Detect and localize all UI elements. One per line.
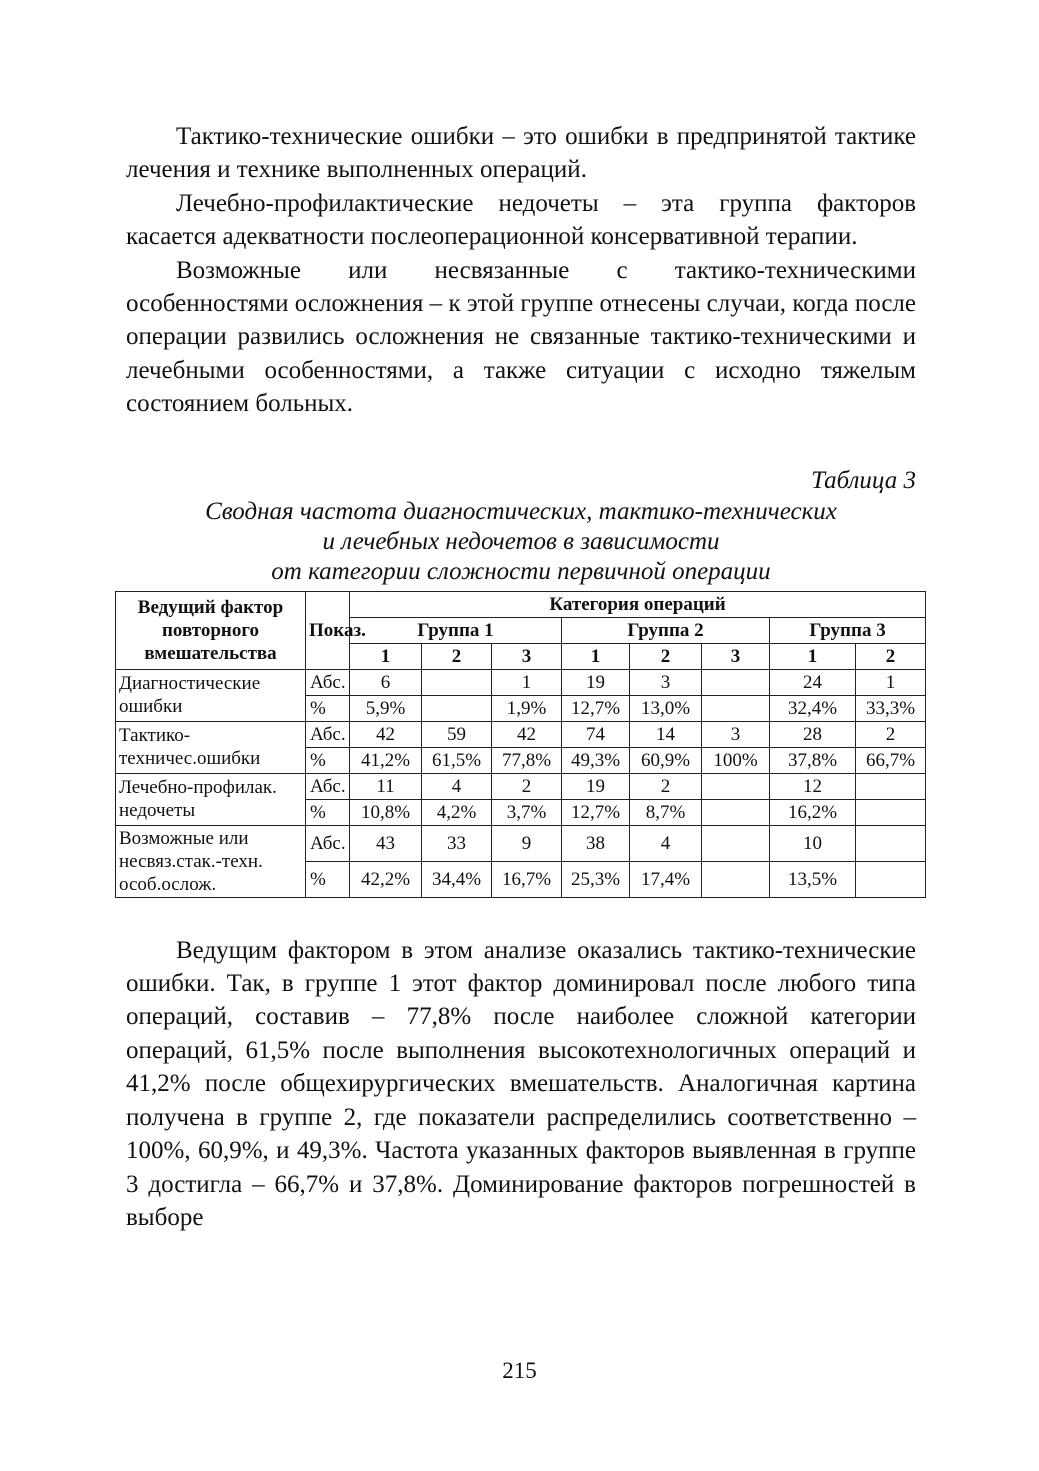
row-abs-label: Абс. bbox=[306, 669, 350, 695]
cell-pct bbox=[702, 695, 770, 721]
cell-pct: 25,3% bbox=[562, 861, 630, 897]
page-content bbox=[119, 120, 916, 1234]
cell-pct: 61,5% bbox=[422, 747, 492, 773]
cell-pct: 77,8% bbox=[492, 747, 562, 773]
header-subcol: 3 bbox=[492, 643, 562, 669]
cell-pct: 16,7% bbox=[492, 861, 562, 897]
cell-pct: 4,2% bbox=[422, 799, 492, 825]
cell-pct: 32,4% bbox=[770, 695, 856, 721]
row-abs-label: Абс. bbox=[306, 721, 350, 747]
cell-pct: 41,2% bbox=[350, 747, 422, 773]
table-caption-line-2: и лечебных недочетов в зависимости bbox=[322, 527, 720, 555]
row-abs-label: Абс. bbox=[306, 773, 350, 799]
header-factor: Ведущий фактор повторного вмешательства bbox=[116, 591, 306, 669]
cell-pct: 5,9% bbox=[350, 695, 422, 721]
cell-abs: 3 bbox=[702, 721, 770, 747]
paragraph-leading-factor: Ведущим фактором в этом анализе оказались тактико-технические ошибки. Так, в группе 1 этот фактор доминировал после любого типа операций, составив – 77,8% после наиболее сложной категории операций, 61,5% после выполнения высокотехнологичных операций и 41,2% после общехирургических вмешательств. Аналогичная картина получена в группе 2, где показатели распределились соответственно – 100%, 60,9%, и 49,3%. Частота указанных факторов выявленная в группе 3 достигла – 66,7% и 37,8%. Доминирование факторов погрешностей в выборе bbox=[126, 936, 916, 1231]
cell-abs: 6 bbox=[350, 669, 422, 695]
cell-abs: 42 bbox=[492, 721, 562, 747]
cell-abs: 1 bbox=[492, 669, 562, 695]
header-indicator: Показ. bbox=[306, 591, 350, 669]
cell-abs: 2 bbox=[630, 773, 702, 799]
table-row bbox=[116, 773, 926, 799]
cell-abs: 2 bbox=[856, 721, 926, 747]
row-pct-label: % bbox=[306, 799, 350, 825]
cell-abs: 2 bbox=[492, 773, 562, 799]
table-number: Таблица 3 bbox=[811, 466, 916, 494]
cell-abs: 14 bbox=[630, 721, 702, 747]
cell-abs: 38 bbox=[562, 825, 630, 861]
cell-abs: 1 bbox=[856, 669, 926, 695]
paragraph-therapeutic-defects: Лечебно-профилактические недочеты – эта группа факторов касается адекватности послеоперационной консервативной терапии. bbox=[126, 189, 916, 251]
cell-pct: 37,8% bbox=[770, 747, 856, 773]
cell-pct: 12,7% bbox=[562, 799, 630, 825]
cell-pct: 12,7% bbox=[562, 695, 630, 721]
cell-pct: 42,2% bbox=[350, 861, 422, 897]
cell-abs: 12 bbox=[770, 773, 856, 799]
cell-abs: 43 bbox=[350, 825, 422, 861]
row-pct-label: % bbox=[306, 747, 350, 773]
cell-abs: 11 bbox=[350, 773, 422, 799]
cell-abs: 74 bbox=[562, 721, 630, 747]
table-body bbox=[116, 669, 926, 897]
header-subcol: 2 bbox=[856, 643, 926, 669]
cell-abs bbox=[856, 773, 926, 799]
cell-abs: 42 bbox=[350, 721, 422, 747]
cell-abs: 4 bbox=[630, 825, 702, 861]
cell-pct: 10,8% bbox=[350, 799, 422, 825]
summary-table bbox=[115, 591, 926, 898]
row-factor-label: Возможные или несвяз.стак.-техн. особ.ослож. bbox=[116, 825, 306, 897]
cell-pct: 66,7% bbox=[856, 747, 926, 773]
cell-abs: 24 bbox=[770, 669, 856, 695]
row-pct-label: % bbox=[306, 695, 350, 721]
cell-abs bbox=[702, 669, 770, 695]
paragraph-tactical-errors: Тактико-технические ошибки – это ошибки в предпринятой тактике лечения и технике выполненных операций. bbox=[126, 123, 916, 184]
cell-pct: 1,9% bbox=[492, 695, 562, 721]
cell-pct: 3,7% bbox=[492, 799, 562, 825]
cell-abs bbox=[422, 669, 492, 695]
cell-abs: 9 bbox=[492, 825, 562, 861]
cell-abs bbox=[702, 773, 770, 799]
header-group-2: Группа 2 bbox=[562, 617, 770, 643]
header-subcol: 2 bbox=[422, 643, 492, 669]
cell-abs: 3 bbox=[630, 669, 702, 695]
cell-pct: 33,3% bbox=[856, 695, 926, 721]
row-pct-label: % bbox=[306, 861, 350, 897]
table-caption-line-3: от категории сложности первичной операции bbox=[271, 557, 771, 585]
table-caption-line-1: Сводная частота диагностических, тактико-технических bbox=[205, 497, 837, 525]
cell-abs: 4 bbox=[422, 773, 492, 799]
row-factor-label: Лечебно-профилак. недочеты bbox=[116, 773, 306, 825]
cell-pct: 16,2% bbox=[770, 799, 856, 825]
cell-pct: 34,4% bbox=[422, 861, 492, 897]
cell-abs: 28 bbox=[770, 721, 856, 747]
header-subcol: 1 bbox=[770, 643, 856, 669]
cell-pct bbox=[856, 861, 926, 897]
cell-abs bbox=[702, 825, 770, 861]
table-row bbox=[116, 825, 926, 861]
header-subcol: 2 bbox=[630, 643, 702, 669]
table-row bbox=[116, 669, 926, 695]
header-subcol: 1 bbox=[350, 643, 422, 669]
cell-abs: 33 bbox=[422, 825, 492, 861]
paragraph-possible-complications: Возможные или несвязанные с тактико-техническими особенностями осложнения – к этой группе отнесены случаи, когда после операции развились осложнения не связанные тактико-техническими и лечебными особенностями, а также ситуации с исходно тяжелым состоянием больных. bbox=[126, 256, 916, 418]
table-caption bbox=[126, 497, 916, 587]
cell-pct: 13,5% bbox=[770, 861, 856, 897]
cell-pct: 8,7% bbox=[630, 799, 702, 825]
header-subcol: 1 bbox=[562, 643, 630, 669]
table-row bbox=[116, 721, 926, 747]
header-category: Категория операций bbox=[350, 591, 926, 617]
cell-pct: 49,3% bbox=[562, 747, 630, 773]
cell-pct: 100% bbox=[702, 747, 770, 773]
cell-pct bbox=[702, 861, 770, 897]
cell-abs: 10 bbox=[770, 825, 856, 861]
cell-abs bbox=[856, 825, 926, 861]
cell-abs: 19 bbox=[562, 669, 630, 695]
cell-pct bbox=[422, 695, 492, 721]
cell-pct: 60,9% bbox=[630, 747, 702, 773]
cell-pct bbox=[702, 799, 770, 825]
header-group-3: Группа 3 bbox=[770, 617, 926, 643]
header-group-1: Группа 1 bbox=[350, 617, 562, 643]
header-subcol: 3 bbox=[702, 643, 770, 669]
row-factor-label: Тактико-техничес.ошибки bbox=[116, 721, 306, 773]
row-abs-label: Абс. bbox=[306, 825, 350, 861]
row-factor-label: Диагностические ошибки bbox=[116, 669, 306, 721]
cell-pct bbox=[856, 799, 926, 825]
cell-pct: 17,4% bbox=[630, 861, 702, 897]
cell-abs: 59 bbox=[422, 721, 492, 747]
cell-pct: 13,0% bbox=[630, 695, 702, 721]
page-number: 215 bbox=[502, 1358, 537, 1383]
cell-abs: 19 bbox=[562, 773, 630, 799]
